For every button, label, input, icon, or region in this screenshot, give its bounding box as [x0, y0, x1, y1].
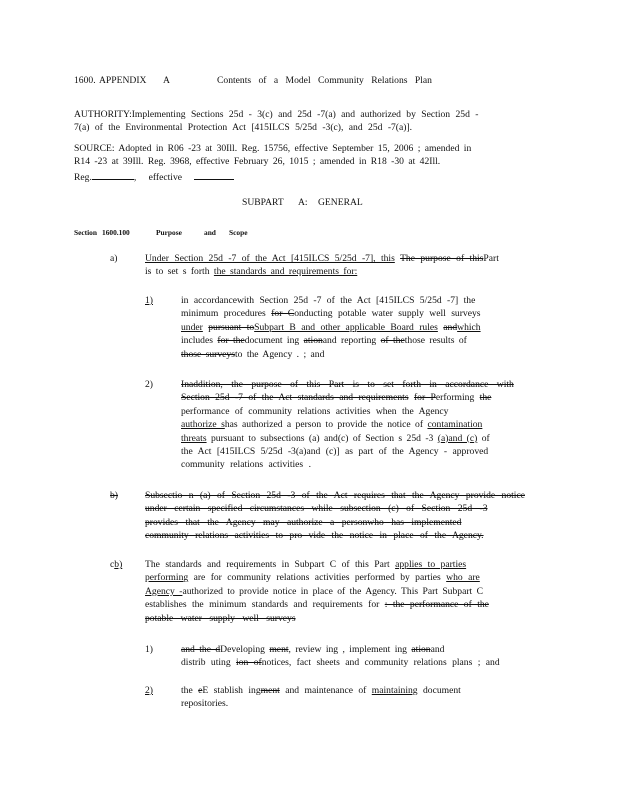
item-1-reporting: and reporting — [322, 335, 377, 347]
c-item-1-body — [181, 643, 533, 670]
c-item-1-strike-ment: ment — [269, 644, 289, 655]
para-c-strike-performance: : the performance of the — [384, 599, 489, 611]
c-item-1-strike-andthe: and the d — [181, 644, 221, 655]
c-item-1-reviewing: , review ing , implement ing — [288, 644, 407, 655]
para-c-label — [110, 558, 122, 571]
c-item-1-strike-ionof: ion of — [236, 657, 262, 669]
item-2-pursuant: pursuant to subsections (a) and(c) of Section s 25d -3 — [210, 432, 434, 444]
subpart-letter: A: — [298, 197, 308, 208]
source-line-2: R14 -23 at 39Ill. Reg. 3968, effective February 26, 1015 ; amended in R18 -30 at 42Ill. — [74, 156, 441, 168]
c-item-1-developing: Developing — [220, 644, 265, 655]
para-c-body — [145, 558, 540, 625]
para-c-agency: Agency - — [145, 585, 183, 597]
source-line-3: Reg. , effective — [74, 169, 534, 184]
item-2-body — [181, 378, 533, 472]
c-item-1-strike-ation: ation — [411, 644, 431, 655]
c-item-2-maintenance: and maintenance of — [285, 685, 367, 696]
item-2-of: of — [481, 432, 490, 444]
item-2-has-authorized: has authorized a person to provide the notice of — [224, 419, 424, 431]
para-c-community: are for community relations activities performed by parties — [193, 572, 441, 584]
section-heading — [74, 226, 274, 238]
effective-blank — [194, 169, 234, 180]
para-a-standards: the standards and requirements for: — [213, 266, 358, 278]
c-item-1-notices: notices, fact sheets and community relations plans ; and — [261, 657, 500, 669]
para-a-setforth: is to set s forth — [145, 266, 210, 278]
item-1-under: under — [181, 321, 203, 333]
para-c-authorized: authorized to provide notice in place of the Agency. This Part Subpart C — [182, 585, 483, 597]
para-c-standards: The standards and requirements in Subpart C of this Part — [145, 559, 390, 570]
subpart-heading — [242, 196, 382, 210]
c-item-2-strike-ment: ment — [260, 685, 280, 696]
item-2-line-3: performance of community relations activities when the Agency — [181, 405, 449, 417]
item-1-strike-ofthe: of the — [380, 335, 405, 347]
para-c-applies: applies to parties — [395, 559, 467, 570]
para-a-body — [145, 252, 535, 279]
appendix-letter: A — [163, 75, 170, 86]
item-2-label: 2) — [145, 379, 153, 390]
c-item-2-label: 2) — [145, 685, 153, 696]
item-1-label: 1) — [145, 295, 153, 306]
item-1-strike-surveys: those surveys — [181, 348, 235, 360]
c-item-2-repositories: repositories. — [181, 698, 229, 710]
source-line-1: SOURCE: Adopted in R06 -23 at 30Ill. Reg. 15756, effective September 15, 2006 ; amended in — [74, 143, 472, 154]
item-1-strike-for: for C — [271, 308, 295, 320]
item-2-line-1: Inaddition, the purpose of this Part is to set forth in accordance with — [181, 379, 514, 390]
para-a-strike: The purpose of this — [400, 253, 484, 264]
para-c-who-are: who are — [446, 572, 480, 584]
section-number: 1600. — [74, 75, 96, 86]
item-2-strike-for: for P — [413, 392, 436, 404]
para-a-part: Part — [483, 253, 499, 264]
item-2-strike-section: Section 25d -7 of the Act standards and requirements — [181, 392, 409, 404]
item-1-documenting: document ing — [244, 335, 300, 347]
para-c-label-b: b) — [114, 559, 123, 570]
item-2-performing: erforming — [435, 392, 475, 404]
subpart-label: SUBPART — [242, 197, 284, 208]
section-label: Section — [74, 228, 97, 237]
appendix-title: Contents of a Model Community Relations Plan — [217, 75, 432, 86]
item-1-strike-and: and — [443, 321, 458, 333]
authority-note — [74, 108, 534, 135]
c-item-2-the: the — [181, 685, 193, 696]
c-item-2-strike-e: e — [198, 685, 203, 696]
item-1-line-1: in accordancewith Section 25d -7 of the Act [415ILCS 5/25d -7] the — [181, 295, 476, 306]
subpart-name: GENERAL — [318, 197, 363, 208]
effective-label: effective — [148, 171, 183, 183]
para-b-body — [145, 489, 540, 543]
c-item-2-document: document — [423, 685, 461, 696]
c-item-2-establishing: E stablish ing — [202, 685, 261, 696]
item-1-conducting: onducting potable water supply well surveys — [294, 308, 481, 320]
item-1-body — [181, 294, 533, 361]
para-c-performing: performing — [145, 572, 189, 584]
item-2-authorizes: authorize s — [181, 419, 225, 431]
section-num: 1600.100 — [102, 228, 130, 237]
item-1-to-agency: to the Agency . ; and — [234, 348, 325, 360]
para-a-insert: Under Section 25d -7 of the Act [415ILCS 5/25d -7], this — [145, 253, 395, 264]
para-c-strike-surveys: potable water supply well surveys — [145, 612, 296, 624]
para-b-line-3: provides that the Agency may authorize a personwho has implemented — [145, 516, 462, 528]
para-c-label-c: c — [110, 559, 115, 570]
reg-label: Reg. — [74, 171, 92, 183]
c-item-1-distributing: distrib uting — [181, 657, 231, 669]
item-1-which: which — [457, 321, 481, 333]
item-2-strike-the: the — [479, 392, 492, 404]
c-item-2-body — [181, 684, 533, 711]
item-1-minimum: minimum procedures — [181, 308, 266, 320]
item-1-strike-ation: ation — [303, 335, 323, 347]
item-2-a-and-c: (a)and (c) — [437, 432, 478, 444]
item-2-line-6: the Act [415ILCS 5/25d -3(a)and (c)] as part of the Agency - approved — [181, 446, 489, 458]
c-item-1-and: and — [430, 644, 445, 655]
c-item-1-label: 1) — [145, 644, 153, 655]
item-1-subpart-b: Subpart B and other applicable Board rules — [254, 321, 438, 333]
reg-blank — [92, 169, 134, 180]
para-a-label: a) — [110, 253, 118, 264]
para-b-line-4: community relations activities to pro vide the notice in place of the Agency. — [145, 530, 484, 542]
c-item-2-maintaining: maintaining — [371, 685, 418, 696]
authority-line-2: 7(a) of the Environmental Protection Act [415ILCS 5/25d -3(c), and 25d -7(a)]. — [74, 122, 413, 134]
para-b-label: b) — [110, 490, 118, 501]
item-1-those-results: those results of — [404, 335, 467, 347]
appendix-label: APPENDIX — [99, 75, 147, 86]
section-title-purpose: Purpose — [156, 228, 182, 237]
item-2-threats: threats — [181, 432, 207, 444]
item-1-includes: includes — [181, 335, 213, 347]
authority-line-1: AUTHORITY:Implementing Sections 25d - 3(c) and 25d -7(a) and authorized by Section 25d - — [74, 109, 479, 120]
appendix-heading — [74, 74, 554, 88]
source-note — [74, 142, 534, 184]
para-c-establishes: establishes the minimum standards and requirements for — [145, 599, 380, 611]
section-title-scope: Scope — [229, 228, 248, 237]
item-2-line-7: community relations activities . — [181, 459, 311, 471]
item-1-pursuant: pursuant to — [208, 321, 255, 333]
item-1-strike-forthe: for the — [217, 335, 245, 347]
section-title-and: and — [204, 228, 216, 237]
item-2-contamination: contamination — [427, 419, 483, 431]
para-b-line-1: Subsectio n (a) of Section 25d -3 of the Act requires that the Agency provide notice — [145, 490, 525, 501]
para-b-line-2: under certain specified circumstances while subsection (c) of Section 25d -3 — [145, 503, 488, 515]
